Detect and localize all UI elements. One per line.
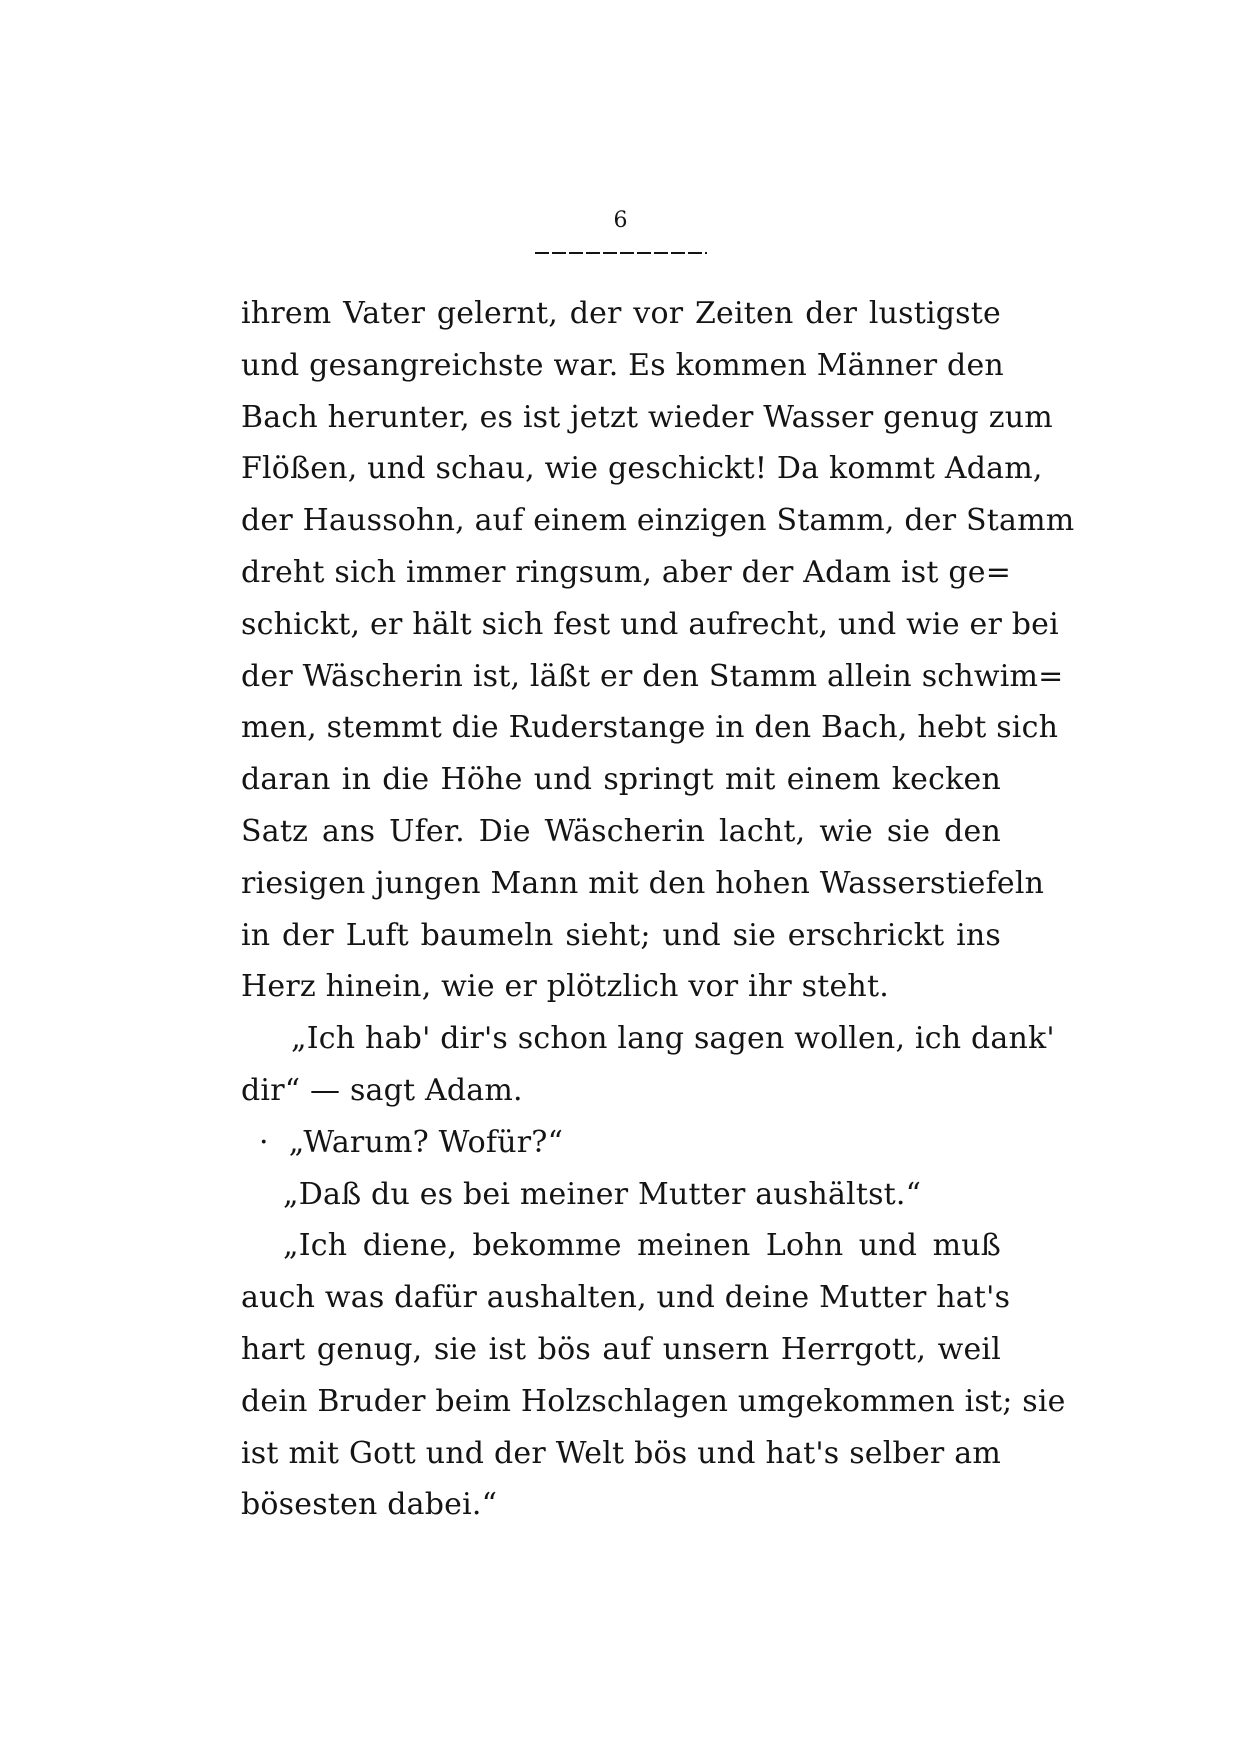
text-line: „Ich hab' dir's schon lang sagen wollen, ich dank' <box>291 1021 1055 1057</box>
text-line: dein Bruder beim Holzschlagen umgekommen ist; sie <box>241 1383 1066 1419</box>
text-line: dreht sich immer ringsum, aber der Adam ist ge= <box>241 554 1012 590</box>
text-line: bösesten dabei.“ <box>241 1487 498 1523</box>
text-line: schickt, er hält sich fest und aufrecht, und wie er bei <box>241 606 1059 642</box>
stray-mark: · <box>259 1124 269 1160</box>
text-line: der Haussohn, auf einem einzigen Stamm, der Stamm <box>241 503 1075 539</box>
text-line: Bach herunter, es ist jetzt wieder Wasser genug zum <box>241 399 1053 435</box>
text-line: dir“ — sagt Adam. <box>241 1072 523 1108</box>
text-line: in der Luft baumeln sieht; und sie erschrickt ins <box>241 917 1001 953</box>
header-rule <box>535 252 707 254</box>
text-line-with-mark <box>241 1117 1001 1169</box>
text-line: Satz ans Ufer. Die Wäscherin lacht, wie sie den <box>241 813 1001 849</box>
text-line: der Wäscherin ist, läßt er den Stamm allein schwim= <box>241 658 1064 694</box>
page-number: 6 <box>613 208 628 233</box>
body-text <box>241 288 1075 1531</box>
text-line: ist mit Gott und der Welt bös und hat's selber am <box>241 1435 1001 1471</box>
text-line: auch was dafür aushalten, und deine Mutter hat's <box>241 1280 1011 1316</box>
text-line: hart genug, sie ist bös auf unsern Herrgott, weil <box>241 1331 1001 1367</box>
text-line-content: „Warum? Wofür?“ <box>288 1124 564 1160</box>
text-line: „Daß du es bei meiner Mutter aushältst.“ <box>283 1176 922 1212</box>
text-line: und gesangreichste war. Es kommen Männer den <box>241 347 1004 383</box>
text-line: ihrem Vater gelernt, der vor Zeiten der lustigste <box>241 296 1001 331</box>
text-line: Herz hinein, wie er plötzlich vor ihr steht. <box>241 969 889 1005</box>
text-line: Flößen, und schau, wie geschickt! Da kommt Adam, <box>241 451 1043 487</box>
text-line: men, stemmt die Ruderstange in den Bach, hebt sich <box>241 710 1059 746</box>
text-line: riesigen jungen Mann mit den hohen Wasserstiefeln <box>241 865 1045 901</box>
text-line: „Ich diene, bekomme meinen Lohn und muß <box>283 1228 1001 1264</box>
text-line: daran in die Höhe und springt mit einem kecken <box>241 762 1001 798</box>
